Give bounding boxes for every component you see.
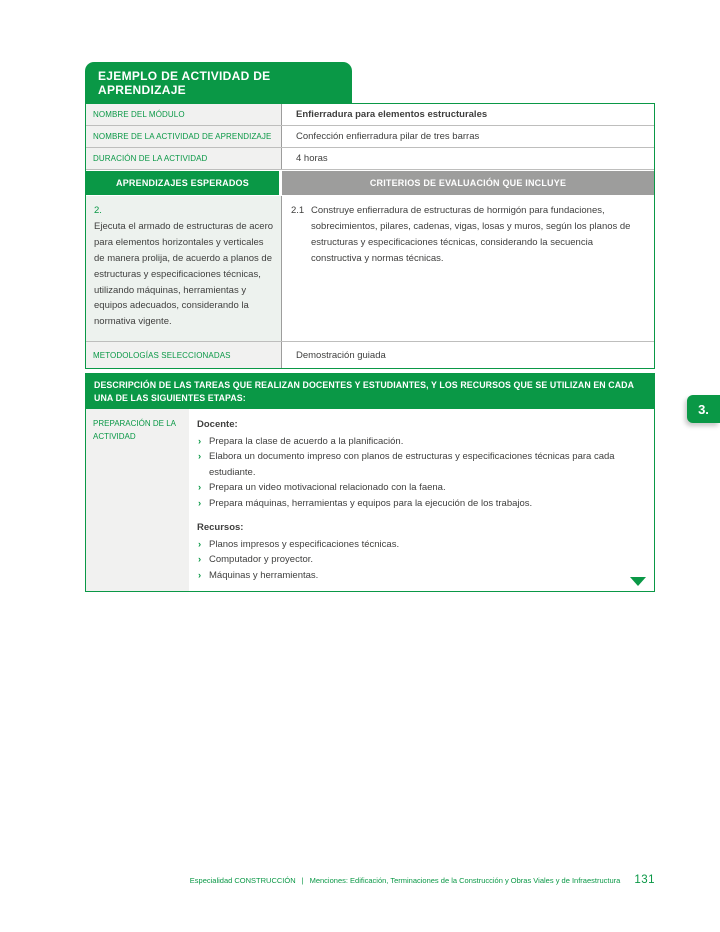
resources-list [197, 537, 642, 584]
footer-specialty: Especialidad CONSTRUCCIÓN [189, 876, 296, 885]
table-row [86, 341, 654, 368]
list-item [197, 480, 642, 496]
page-number: 131 [634, 874, 655, 886]
teacher-task-list [197, 434, 642, 512]
list-item [197, 496, 642, 512]
duration-value: 4 horas [282, 148, 654, 169]
bullet-icon: › [198, 451, 202, 462]
outcome-number: 2. [94, 205, 102, 216]
expected-learning-header: APRENDIZAJES ESPERADOS [86, 171, 282, 195]
duration-label: DURACIÓN DE LA ACTIVIDAD [86, 148, 282, 169]
table-row [86, 148, 654, 170]
table-row [86, 104, 654, 126]
evaluation-criteria-header: CRITERIOS DE EVALUACIÓN QUE INCLUYE [282, 171, 654, 195]
bullet-icon: › [198, 497, 202, 509]
activity-name-label: NOMBRE DE LA ACTIVIDAD DE APRENDIZAJE [86, 126, 282, 147]
preparation-stage-row [86, 409, 654, 591]
list-item [197, 568, 642, 584]
activity-info-table [85, 103, 655, 369]
learning-outcome-row [86, 196, 654, 341]
methodologies-value: Demostración guiada [282, 342, 654, 368]
table-row [86, 126, 654, 148]
preparation-stage-label: PREPARACIÓN DE LA ACTIVIDAD [86, 409, 189, 591]
footer-separator: | [301, 876, 304, 885]
list-item-text: Máquinas y herramientas. [209, 569, 319, 581]
list-item [197, 434, 642, 450]
footer-mentions: Menciones: Edificación, Terminaciones de la Construcción y Obras Viales y de Infraestructura [309, 876, 621, 885]
outcome-text: Ejecuta el armado de estructuras de acero para elementos horizontales y verticales de manera prolija, de acuerdo a planos de estructuras y especificaciones técnicas, utilizando máquinas, herramientas y equipos adecuados, considerando la normativa vigente. [94, 220, 274, 328]
activity-example-title-box [85, 62, 352, 103]
list-item-text: Planos impresos y especificaciones técnicas. [209, 538, 400, 550]
bullet-icon: › [198, 554, 202, 565]
list-item [197, 537, 642, 553]
module-name-label: NOMBRE DEL MÓDULO [86, 104, 282, 125]
bullet-icon: › [198, 569, 202, 581]
chapter-tab-label: 3. [698, 401, 709, 417]
bullet-icon: › [198, 435, 202, 447]
teacher-heading: Docente: [197, 419, 238, 430]
module-name-value: Enfierradura para elementos estructurales [282, 104, 654, 125]
preparation-stage-content [189, 409, 654, 591]
evaluation-criteria-cell [282, 196, 654, 341]
page-footer [85, 874, 655, 886]
methodologies-label: METODOLOGÍAS SELECCIONADAS [86, 342, 282, 368]
bullet-icon: › [198, 538, 202, 550]
activity-name-value: Confección enfierradura pilar de tres barras [282, 126, 654, 147]
bullet-icon: › [198, 482, 202, 493]
criterion-number: 2.1 [291, 205, 305, 216]
tasks-description-table [85, 373, 655, 592]
tasks-description-banner: DESCRIPCIÓN DE LAS TAREAS QUE REALIZAN DOCENTES Y ESTUDIANTES, Y LOS RECURSOS QUE SE UTILIZAN EN CADA UNA DE LAS SIGUIENTES ETAPAS: [86, 374, 654, 409]
criterion-text: Construye enfierradura de estructuras de hormigón para fundaciones, sobrecimientos, pilares, cadenas, vigas, losas y muros, según los planos de estructuras y especificaciones técnicas, considerando la secuencia constructiva y normas técnicas. [311, 205, 631, 264]
list-item-text: Prepara máquinas, herramientas y equipos para la ejecución de los trabajos. [209, 497, 533, 509]
chapter-tab-3 [687, 395, 720, 423]
activity-example-title: EJEMPLO DE ACTIVIDAD DE APRENDIZAJE [98, 68, 271, 97]
list-item-text: Prepara la clase de acuerdo a la planificación. [209, 435, 404, 447]
resources-heading: Recursos: [197, 522, 244, 533]
list-item-text: Elabora un documento impreso con planos de estructuras y especificaciones técnicas para cada estudiante. [209, 451, 615, 478]
list-item-text: Computador y proyector. [209, 554, 314, 565]
table-header-row [86, 170, 654, 196]
expected-learning-cell [86, 196, 282, 341]
list-item [197, 449, 642, 480]
list-item [197, 552, 642, 568]
list-item-text: Prepara un video motivacional relacionado con la faena. [209, 482, 446, 493]
continuation-arrow-icon [630, 577, 646, 586]
